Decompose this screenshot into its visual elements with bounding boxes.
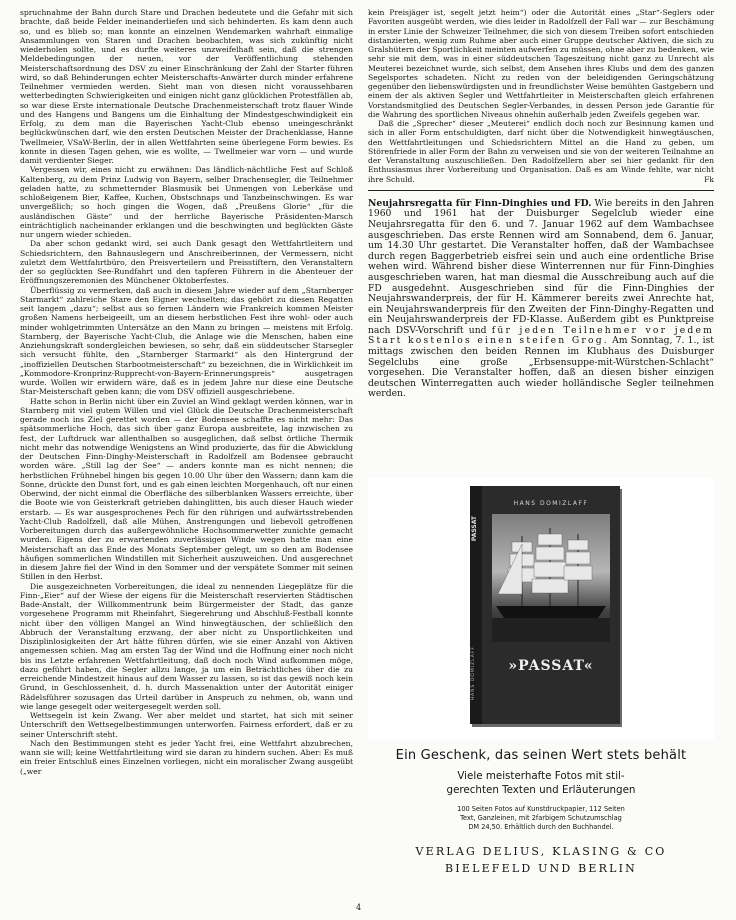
sailing-ship-photo (492, 514, 610, 642)
paragraph: Nach den Bestimmungen steht es jeder Yacht frei, eine Wettfahrt abzubrechen, wann sie will; keine Wettfahrtleitung wird sie daran zu hindern suchen. Aber: Es muß ein freier Entschluß eines Einzelnen vorliegen, nicht ein moralischer Zwang ausgeübt („wer (20, 738, 353, 776)
right-column (368, 8, 714, 400)
book-advertisement (368, 478, 714, 898)
book-image (368, 478, 714, 740)
advertisement-text (368, 748, 714, 877)
regatta-headline: Neujahrsregatta für Finn-Dinghies und FD. (368, 197, 592, 209)
paragraph: Hatte schon in Berlin nicht über ein Zuviel an Wind geklagt werden können, war in Starnberg mit viel gutem Willen und viel Glück die Deutsche Drachenmeisterschaft gerade noch ins Ziel gerettet worden — der Bodensee schaffte es nicht mehr: Das spätsommerliche Hoch, das sich über ganz Europa ausbreitete, lag inzwischen zu fest, der Luftdruck war allenthalben so ausgeglichen, daß selbst örtliche Thermik nicht mehr das notwendige Wenigstens an Wind produzierte, das für die Abwicklung der Deutschen Finn-Dinghy-Meisterschaft in Radolfzell am Bodensee gebraucht worden wäre. „Still lag der See“ — anders konnte man es nicht nennen; die herbstlichen Frühnebel hingen bis gegen 10.00 Uhr über den Wassern; dann kam die Sonne, drückte den Dunst fort, und es gab einen leichten Morgenhauch, oft nur einen Oberwind, der nicht einmal die Oberfläche des silberblanken Wassers erreichte, über die Boote wie von Geisterkraft getrieben dahinglitten, bis auch dieser Hauch wieder erstarb. — Es war ausgesprochenes Pech für den rührigen und aufwärtsstrebenden Yacht-Club Radolfzell, daß alle Mühen, Anstrengungen und liebevoll getroffenen Vorbereitungen durch das außergewöhnliche Hochsommerwetter zunichte gemacht wurden. Eigens der zu erwartenden zuverlässigen Winde wegen hatte man eine Meisterschaft an das Ende des Monats September gelegt, um so den am Bodensee häufigen sommerlichen Windstillen mit Sicherheit auszuweichen. Und ausgerechnet in diesem Jahre fiel der Wind in den Sommer und der verspätete Sommer mit seinen Stillen in den Herbst. (20, 396, 353, 582)
ad-detail-line: 100 Seiten Fotos auf Kunstdruckpapier, 112 Seiten (457, 805, 625, 813)
ad-details (368, 805, 714, 833)
author-signature: Fk (704, 174, 714, 184)
ad-subheadline-line: gerechten Texten und Erläuterungen (446, 784, 636, 796)
regatta-notice (368, 199, 714, 400)
left-column (20, 8, 353, 776)
paragraph: Wettsegeln ist kein Zwang. Wer aber meldet und startet, hat sich mit seiner Unterschrift den Wettsegelbestimmungen unterworfen. Fairness erfordert, daß er zu seiner Unterschrift steht. (20, 711, 353, 739)
ad-detail-line: Text, Ganzleinen, mit 2farbigem Schutzumschlag (460, 814, 622, 823)
book-cover (470, 486, 620, 724)
regatta-text: Wie bereits in den Jahren 1960 und 1961 hat der Duisburger Segelclub wieder eine Neujahrsregatta für den 6. und 7. Januar 1962 auf dem Wambachsee ausgeschrieben. Das erste Rennen wird am Sonnabend, dem 6. Januar, um 14.30 Uhr gestartet. Die Veranstalter hoffen, daß der Wambachsee durch regen Baggerbetrieb eisfrei sein und auch eine ordentliche Brise wehen wird. Während bisher diese Winterrennen nur für Finn-Dinghies ausgeschrieben waren, hat man diesmal die Ausschreibung auch auf die FD ausgedehnt. Ausgeschrieben sind für die Finn-Dinghies der Neujahrswanderpreis, der für H. Kämmerer bereits zwei Anrechte hat, ein Neujahrswanderpreis für den Zweiten der Finn-Dinghy-Regatten und ein Neujahrswanderpreis der FD-Klasse. Außerdem gibt es Punktpreise nach DSV-Vorschrift und (368, 197, 714, 336)
divider (368, 190, 714, 191)
page-number: 4 (356, 903, 362, 912)
regatta-spaced-text: für jeden Teilnehmer vor jedem Start kostenlos einen steifen Grog. (368, 324, 715, 347)
paragraph: Überflüssig zu vermerken, daß auch in diesem Jahre wieder auf dem „Starnberger Starmarkt“ zahlreiche Stare den Eigner wechselten; das gehört zu diesen Regatten seit langem „dazu“; selbst aus so fernen Ländern wie Frankreich kommen Meister großen Namens herbeigeeilt, um an diesem herbstlichen Fest ihre wohl- oder auch minder wohlgetrimmten Untersätze an den Mann zu bringen — meistens mit Erfolg. Starnberg, der Bayerische Yacht-Club, die Anlage wie die Menschen, haben eine Anziehungskraft sondergleichen bewiesen, so sehr, daß ein süddeutscher Starsegler sich versucht fühlte, den „Starnberger Starmarkt“ als den Hintergrund der „inoffiziellen Deutschen Starbootmeisterschaft“ zu bezeichnen, die in Wirklichkeit im „Kommodore-Kronprinz-Rupprecht-von-Bayern-Erinnerungspreis“ ausgetragen wurde. Wollen wir erwidern wäre, daß es in jedem Jahre nur diese eine Deutsche Star-Meisterschaft geben kann; die vom DSV offiziell ausgeschriebene. (20, 285, 353, 397)
book-author: HANS DOMIZLAFF (513, 500, 589, 507)
paragraph: Die ausgezeichneten Vorbereitungen, die ideal zu nennenden Liegeplätze für die Finn-„Eier“ auf der Wiese der eigens für die Meisterschaft reservierten Städtischen Bade-Anstalt, der Willkommentrunk beim Bürgermeister der Stadt, das ganze vorgesehene Programm mit Rheinfahrt, Siegerehrung und Abschluß-Festball konnte nicht über den völligen Mangel an Wind hinwegtäuschen, der schließlich den Abbruch der Veranstaltung erzwang, der aber nicht zu Unsportlichkeiten und Disziplinlosigkeiten der Art hätte führen dürfen, wie sie einer Anzahl von Aktiven angemessen schien. Mag am ersten Tag der Wind und die Hoffnung einer noch nicht bis ins Letzte erfahrenen Wettfahrtleitung, daß doch noch Wind aufkommen möge, dazu geführt haben, die Segler allzu lange, ja um ein Beträchtliches über die zu erreichende Mindestzeit hinaus auf dem Wasser zu lassen, so ist das gewiß noch kein Grund, in Geschlossenheit, d. h. durch Massenaktion unter der Autorität einiger Rädelsführer sozusagen das Urteil darüber in Anspruch zu nehmen, ob, wann und wie lange gesegelt oder weitergesegelt werden soll. (20, 581, 353, 711)
paragraph: Vergessen wir, eines nicht zu erwähnen: Das ländlich-nächtliche Fest auf Schloß Kaltenberg, zu dem Prinz Ludwig von Bayern, selber Drachensegler, die Teilnehmer geladen hatte, zu schmetternder Blasmusik bei Unmengen von Leberkäse und schloßeigenem Bier, Kaffee, Kuchen, Obstschnaps und Tanzbeinschwingen. Es war unvergeßlich; so hoch gingen die Wogen, daß „Preußens Glorie“ „für die ausländischen Gäste“ und der herrliche Bayerische Präsidenten-Marsch einträchtiglich nacheinander erklangen und die beschwingten und beglückten Gäste nur ungern wieder schieden. (20, 165, 353, 239)
spine-title: PASSAT (471, 516, 478, 542)
paragraph-text: Daß die „Sprecher“ dieser „Meuterei“ endlich doch noch zur Besinnung kamen und sich in aller Form entschuldigten, darf nicht über die Notwendigkeit hinwegtäuschen, den Wettfahrtleitungen und Schiedsrichtern Mittel an die Hand zu geben, um Störenfriede in aller Form der Bahn zu verweisen und sie von der weiteren Teilnahme an der Veranstaltung auszuschließen. Den Radolfzellern aber sei hier gedankt für den Enthusiasmus ihrer Vorbereitung und Organisation. Daß es am Winde fehlte, war nicht ihre Schuld. (368, 119, 714, 184)
ad-subheadline-line: Viele meisterhafte Fotos mit stil- (457, 770, 625, 782)
paragraph (368, 119, 714, 184)
ad-detail-line: DM 24,50. Erhältlich durch den Buchhandel. (468, 823, 614, 832)
book-title: »PASSAT« (508, 658, 594, 674)
paragraph: spruchnahme der Bahn durch Stare und Drachen bedeutete und die Gefahr mit sich brachte, daß beide Felder ineinanderliefen und sich behinderten. Es kam denn auch so, und es blieb so; man konnte an einzelnen Wendemarken wahrhaft einmalige Ansammlungen von Staren und Drachen beobachten, was sich zukünftig nicht wiederholen sollte, und es durfte weiteres unzweifelhaft sein, daß die strengen Meldebedingungen der neuen, vor der Veröffentlichung stehenden Meisterschaftsordnung des DSV zu einer Einschränkung der Zahl der Starter führen wird, so daß Behinderungen echter Meisterschafts-Anwärter durch minder erfahrene Teilnehmer vermieden werden. Sieht man von diesen nicht voraussehbaren wetterbedingten Schwierigkeiten und einigen nicht ganz glücklichen Protestfällen ab, so war diese Erste internationale Deutsche Drachenmeisterschaft trotz flauer Winde und des Hangens und Bangens um die Einhaltung der Mindestgeschwindigkeit ein Erfolg, zu dem man die Bayerischen Yacht-Club ebenso uneingeschränkt beglückwünschen darf, wie den ersten Deutschen Meister der Drachenklasse, Hanne Twellmeier, VSaW-Berlin, der in allen Wettfahrten seine überlegene Form bewies. Es konnte in diesen Tagen gehen, wie es wollte, — Twellmeier war vorn — und wurde damit verdienter Sieger. (20, 8, 353, 165)
article-continuation (368, 8, 714, 184)
ad-subheadline (368, 769, 714, 797)
paragraph: Da aber schon gedankt wird, sei auch Dank gesagt den Wettfahrtleitern und Schiedsrichtern, den Bahnauslegern und Anschreiberinnen, der Vermessern, nicht zuletzt dem Wettfahrtbüro, den Preisverteilern und Preisstiftern, den Veranstaltern der so geglückten See-Rundfahrt und den tapferen Führern in die Abenteuer der Eröffnungszeremonien des Münchener Oktoberfestes. (20, 239, 353, 286)
regatta-text: Am Sonntag, 7. 1., ist mittags zwischen den beiden Rennen im Klubhaus des Duisburger Segelclubs eine große „Erbsensuppe-mit-Würstchen-Schlacht“ vorgesehen. Die Veranstalter hoffen, daß an diesen bisher einzigen deutschen Winterregatten auch wieder holländische Segler teilnehmen werden. (368, 335, 714, 400)
publisher-name (368, 843, 714, 877)
paragraph: kein Preisjäger ist, segelt jetzt heim“) oder die Autorität eines „Star“-Seglers oder Favoriten ausgeübt werden, wie dies leider in Radolfzell der Fall war — zur Beschämung in erster Linie der Schweizer Teilnehmer, die sich von diesem Treiben sofort entschieden distanzierten, wenig zum Ruhme aber auch einer Gruppe deutscher Aktiven, die sich zu Gralshütern der Sportlichkeit meinten aufwerfen zu müssen, ohne aber zu bedenken, wie sehr sie mit dem, was in einer süddeutschen Tageszeitung nicht ganz zu Unrecht als Meuterei bezeichnet wurde, sich selbst, dem Ansehen ihres Klubs und dem des ganzen Segelsportes schadeten. Nicht zu reden von der beleidigenden Geringschätzung gegenüber den liebenswürdigsten und in freundlichster Weise bemühten Gastgebern und einem der als aktiven Segler und Wettfahrtleiter in Meisterschaften gleich erfahrenen Vorstandsmitglied des Deutschen Segler-Verbandes, in dessen Person jede Garantie für die Wahrung des sportlichen Niveaus ohnehin außerhalb jeden Zweifels gegeben war. (368, 8, 714, 119)
publisher-line: BIELEFELD UND BERLIN (445, 861, 637, 875)
publisher-line: VERLAG DELIUS, KLASING & CO (415, 844, 667, 858)
ship-illustration (492, 514, 610, 642)
ad-headline: Ein Geschenk, das seinen Wert stets behält (395, 748, 687, 763)
spine-author: HANS DOMIZLAFF (471, 646, 476, 701)
